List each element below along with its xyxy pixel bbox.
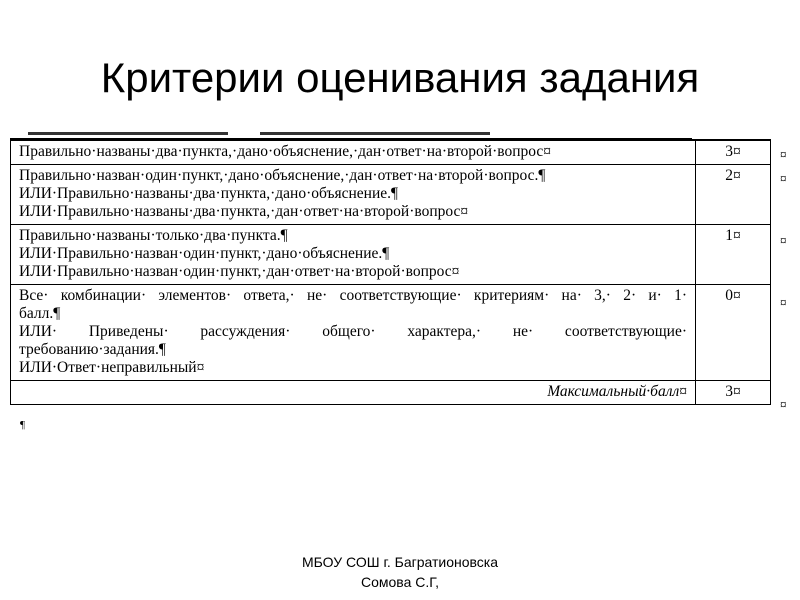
criteria-line: балл.¶ <box>19 305 61 322</box>
max-score-label: Максимальный·балл¤ <box>11 381 696 405</box>
criteria-table <box>10 139 771 405</box>
criteria-line: ИЛИ· Приведены· рассуждения· общего· характера,· не· соответствующие· <box>19 323 687 340</box>
criteria-description <box>11 285 696 381</box>
criteria-description <box>11 165 696 225</box>
criteria-description <box>11 140 696 165</box>
criteria-line: ИЛИ·Ответ·неправильный¤ <box>19 359 205 376</box>
criteria-score: 0¤ <box>696 285 771 381</box>
criteria-description <box>11 225 696 285</box>
table-row <box>11 225 771 285</box>
row-end-mark: ¤ <box>780 397 787 412</box>
slide-title: Критерии оценивания задания <box>100 54 700 101</box>
footer-author: Сомова С.Г, <box>360 574 440 590</box>
criteria-line: Правильно·названы·два·пункта,·дано·объяснение,·дан·ответ·на·второй·вопрос¤ <box>19 143 552 160</box>
row-end-mark: ¤ <box>780 147 787 162</box>
criteria-line: ИЛИ·Правильно·назван·один·пункт,·дано·объяснение.¶ <box>19 245 390 262</box>
row-end-mark: ¤ <box>780 171 787 186</box>
table-row <box>11 140 771 165</box>
criteria-document <box>0 126 800 436</box>
criteria-score: 3¤ <box>696 140 771 165</box>
max-score-value: 3¤ <box>696 381 771 405</box>
criteria-line: Правильно·назван·один·пункт,·дано·объяснение,·дан·ответ·на·второй·вопрос.¶ <box>19 167 546 184</box>
table-row <box>11 285 771 381</box>
row-end-mark: ¤ <box>780 233 787 248</box>
criteria-line: ИЛИ·Правильно·названы·два·пункта,·дано·объяснение.¶ <box>19 185 399 202</box>
criteria-line: требованию·задания.¶ <box>19 341 166 358</box>
table-row <box>11 165 771 225</box>
paragraph-mark: ¶ <box>20 419 25 431</box>
criteria-line: ИЛИ·Правильно·назван·один·пункт,·дан·ответ·на·второй·вопрос¤ <box>19 263 460 280</box>
criteria-score: 2¤ <box>696 165 771 225</box>
row-end-mark: ¤ <box>780 295 787 310</box>
criteria-score: 1¤ <box>696 225 771 285</box>
criteria-line: ИЛИ·Правильно·названы·два·пункта,·дан·ответ·на·второй·вопрос¤ <box>19 203 469 220</box>
footer-school: МБОУ СОШ г. Багратионовска <box>301 554 499 570</box>
cut-off-row <box>10 130 692 139</box>
criteria-line: Все· комбинации· элементов· ответа,· не· соответствующие· критериям· на· 3,· 2· и· 1· <box>19 287 687 304</box>
table-row-max <box>11 381 771 405</box>
criteria-line: Правильно·названы·только·два·пункта.¶ <box>19 227 288 244</box>
